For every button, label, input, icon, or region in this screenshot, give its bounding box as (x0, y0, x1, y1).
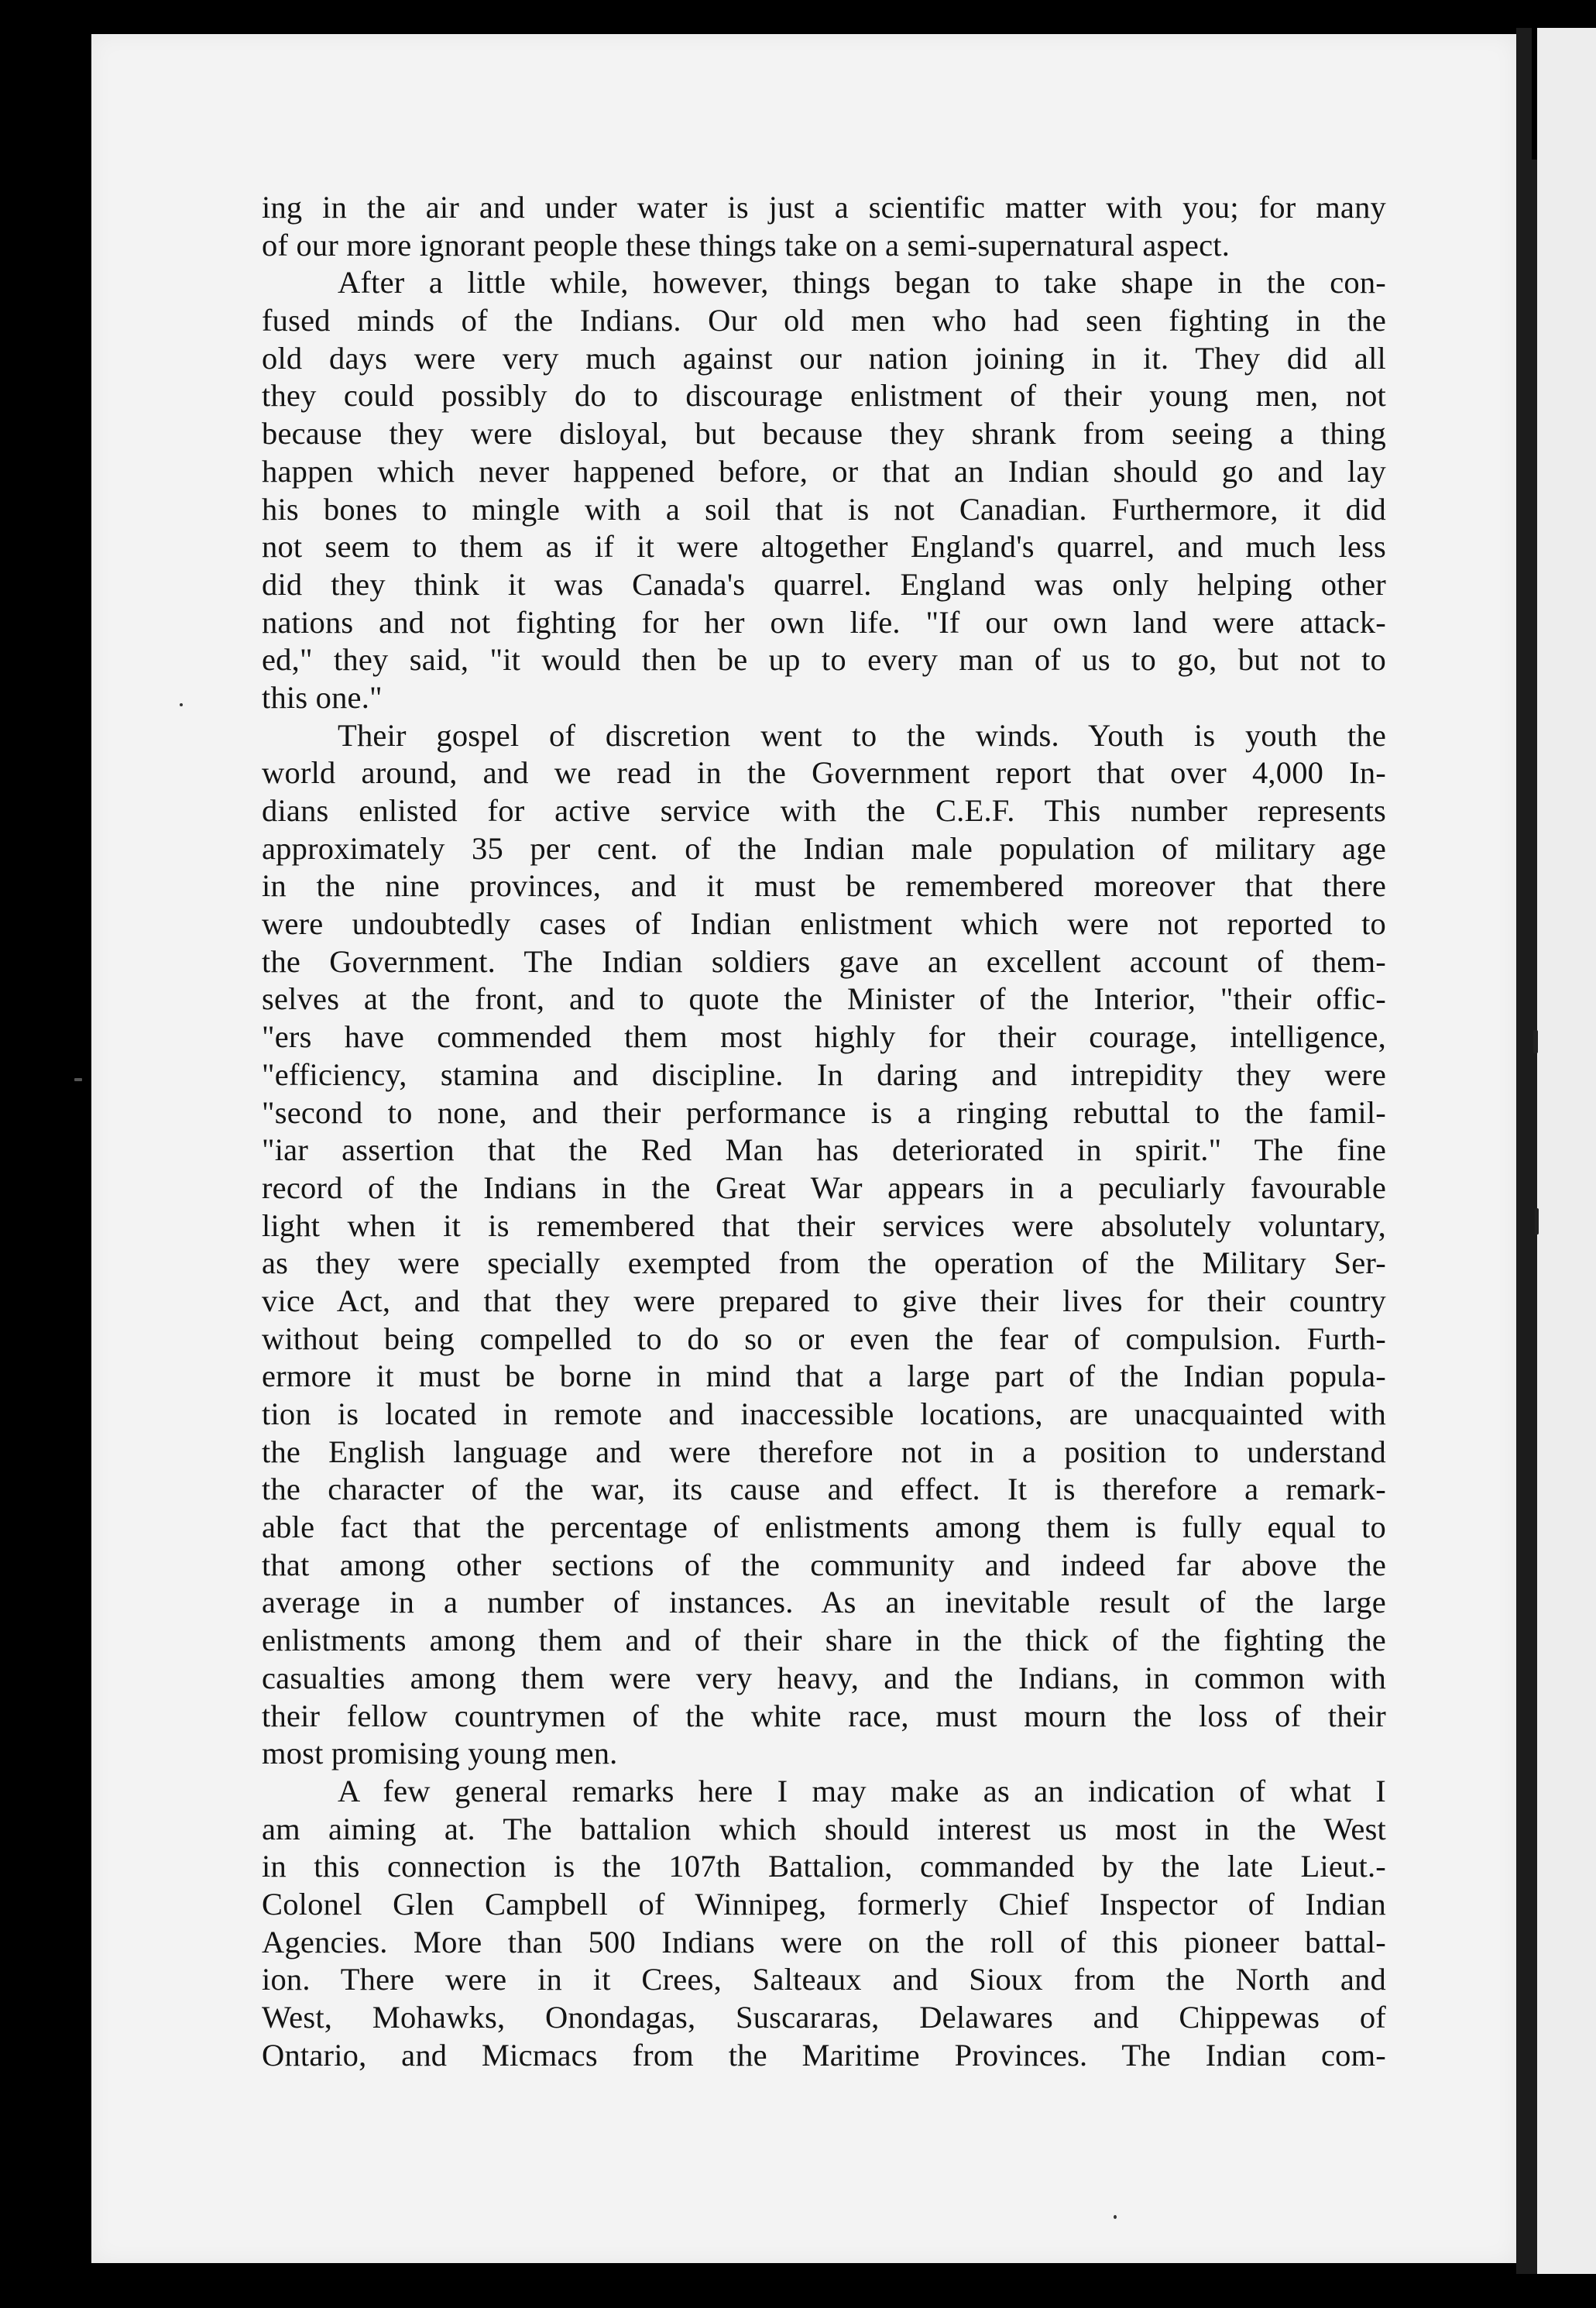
scan-speck (74, 1078, 82, 1081)
text-line: were undoubtedly cases of Indian enlistment which were not reported to (262, 906, 1386, 942)
text-line: light when it is remembered that their services were absolutely voluntary, (262, 1207, 1386, 1243)
scan-speck (180, 703, 183, 706)
text-line: did they think it was Canada's quarrel. England was only helping other (262, 566, 1386, 602)
text-line: the Government. The Indian soldiers gave an excellent account of them- (262, 943, 1386, 979)
text-line: they could possibly do to discourage enlistment of their young men, not (262, 378, 1386, 414)
text-line: West, Mohawks, Onondagas, Suscararas, Delawares and Chippewas of (262, 2000, 1386, 2035)
text-line: selves at the front, and to quote the Minister of the Interior, "their offic- (262, 981, 1386, 1017)
text-line: the character of the war, its cause and effect. It is therefore a remark- (262, 1472, 1386, 1507)
text-line: approximately 35 per cent. of the Indian male population of military age (262, 830, 1386, 866)
text-line: enlistments among them and of their share in the thick of the fighting the (262, 1623, 1386, 1658)
text-line: nations and not fighting for her own life. "If our own land were attack- (262, 604, 1386, 640)
text-line: his bones to mingle with a soil that is not Canadian. Furthermore, it did (262, 491, 1386, 527)
text-line: A few general remarks here I may make as an indication of what I (338, 1773, 1386, 1808)
text-line: happen which never happened before, or that an Indian should go and lay (262, 453, 1386, 489)
text-line: old days were very much against our nation joining in it. They did all (262, 340, 1386, 376)
text-line: "ers have commended them most highly for their courage, intelligence, (262, 1019, 1386, 1055)
text-line: because they were disloyal, but because they shrank from seeing a thing (262, 416, 1386, 452)
text-line: Ontario, and Micmacs from the Maritime Provinces. The Indian com- (262, 2037, 1386, 2073)
paragraph (262, 717, 1386, 1773)
text-line: "second to none, and their performance is a ringing rebuttal to the famil- (262, 1094, 1386, 1130)
text-line: their fellow countrymen of the white race, must mourn the loss of their (262, 1698, 1386, 1733)
text-line: dians enlisted for active service with the C.E.F. This number represents (262, 793, 1386, 828)
text-line: fused minds of the Indians. Our old men who had seen fighting in the (262, 303, 1386, 338)
text-line: ion. There were in it Crees, Salteaux and Sioux from the North and (262, 1962, 1386, 1997)
text-line: record of the Indians in the Great War appears in a peculiarly favourable (262, 1169, 1386, 1205)
text-line: Colonel Glen Campbell of Winnipeg, formerly Chief Inspector of Indian (262, 1886, 1386, 1922)
paragraph (262, 264, 1386, 716)
text-line: world around, and we read in the Government report that over 4,000 In- (262, 755, 1386, 791)
text-line: "efficiency, stamina and discipline. In daring and intrepidity they were (262, 1056, 1386, 1092)
text-line: Agencies. More than 500 Indians were on the roll of this pioneer battal- (262, 1924, 1386, 1959)
text-line: that among other sections of the community and indeed far above the (262, 1547, 1386, 1582)
text-line: ermore it must be borne in mind that a large part of the Indian popula- (262, 1358, 1386, 1394)
scan-speck (1535, 1208, 1539, 1235)
text-line: ed," they said, "it would then be up to every man of us to go, but not to (262, 642, 1386, 678)
text-line: tion is located in remote and inaccessible locations, are unacquainted with (262, 1396, 1386, 1431)
scan-speck (1533, 1030, 1538, 1053)
scan-speck (1114, 2215, 1117, 2219)
text-line: "iar assertion that the Red Man has deteriorated in spirit." The fine (262, 1132, 1386, 1168)
text-line: this one." (262, 679, 383, 715)
paragraph (262, 1773, 1386, 2075)
text-line: able fact that the percentage of enlistments among them is fully equal to (262, 1509, 1386, 1545)
text-line: am aiming at. The battalion which should interest us most in the West (262, 1811, 1386, 1846)
text-line: in this connection is the 107th Battalion, commanded by the late Lieut.- (262, 1849, 1386, 1884)
text-line: most promising young men. (262, 1736, 618, 1771)
text-line: casualties among them were very heavy, and the Indians, in common with (262, 1660, 1386, 1695)
text-line: in the nine provinces, and it must be remembered moreover that there (262, 868, 1386, 904)
page-body-text (262, 189, 1386, 2074)
text-line: as they were specially exempted from the operation of the Military Ser- (262, 1245, 1386, 1281)
text-line: without being compelled to do so or even the fear of compulsion. Furth- (262, 1321, 1386, 1356)
text-line: average in a number of instances. As an inevitable result of the large (262, 1585, 1386, 1620)
text-line: After a little while, however, things began to take shape in the con- (338, 265, 1386, 301)
text-line: Their gospel of discretion went to the winds. Youth is youth the (338, 717, 1386, 753)
text-line: not seem to them as if it were altogether England's quarrel, and much less (262, 529, 1386, 565)
text-line: the English language and were therefore not in a position to understand (262, 1434, 1386, 1469)
text-line: ing in the air and under water is just a scientific matter with you; for many (262, 190, 1386, 225)
paragraph (262, 189, 1386, 264)
book-binding-shadow (1516, 28, 1537, 2274)
text-line: of our more ignorant people these things take on a semi-supernatural aspect. (262, 227, 1230, 263)
facing-page-edge (1537, 28, 1596, 2274)
text-line: vice Act, and that they were prepared to give their lives for their country (262, 1283, 1386, 1318)
